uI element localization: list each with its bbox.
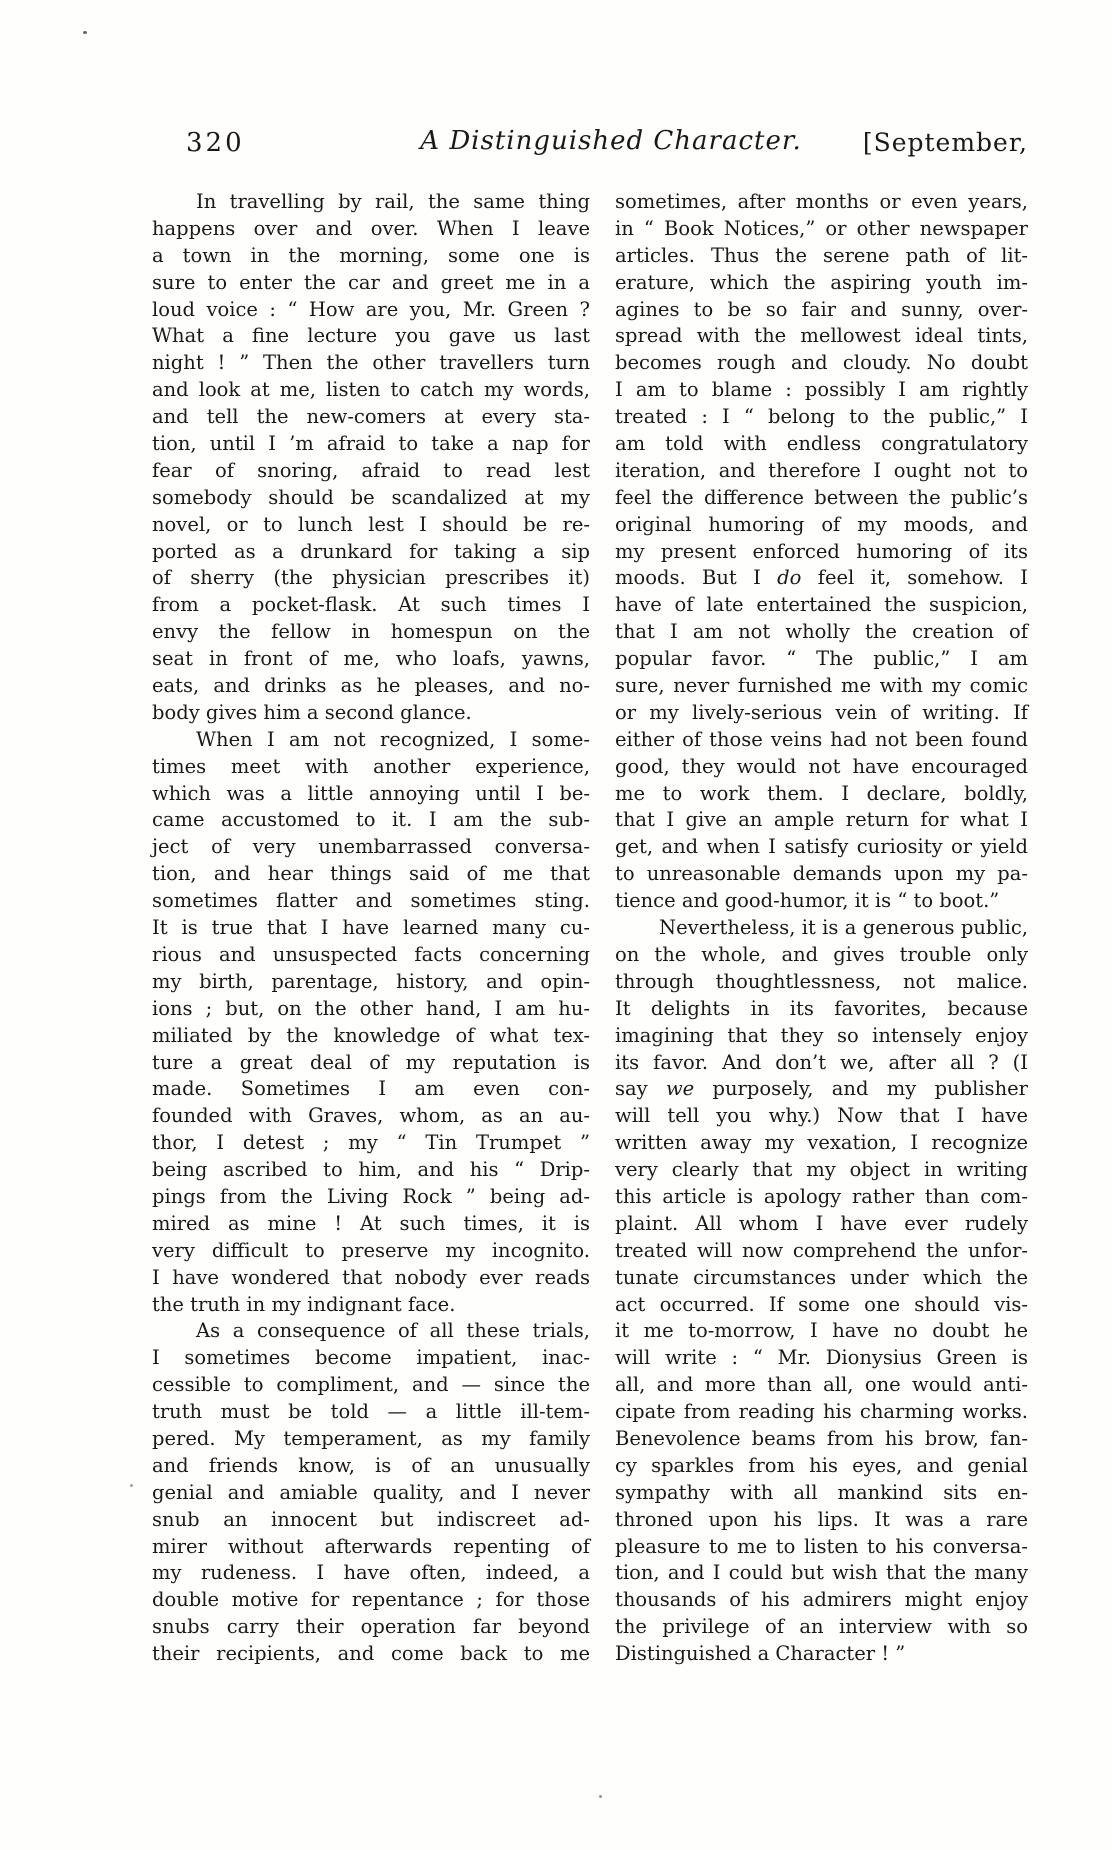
text-line: spread with the mellowest ideal tints, bbox=[615, 324, 1028, 348]
text-line: good, they would not have encouraged bbox=[615, 754, 1028, 778]
text-line: erature, which the aspiring youth im- bbox=[615, 270, 1028, 294]
text-line: I have wondered that nobody ever reads bbox=[152, 1265, 590, 1289]
text-line: becomes rough and cloudy. No doubt bbox=[615, 351, 1028, 375]
text-line: written away my vexation, I recognize bbox=[615, 1131, 1028, 1155]
text-line: truth must be told — a little ill-tem- bbox=[152, 1400, 590, 1424]
text-line: tion, and I could but wish that the many bbox=[615, 1561, 1028, 1585]
paragraph bbox=[152, 189, 590, 727]
text-line: either of those veins had not been found bbox=[615, 727, 1028, 751]
text-line: loud voice : “ How are you, Mr. Green ? bbox=[152, 297, 590, 321]
text-line: In travelling by rail, the same thing bbox=[196, 190, 590, 213]
text-line: sure, never furnished me with my comic bbox=[615, 674, 1028, 698]
text-line: say we purposely, and my publisher bbox=[615, 1077, 1028, 1101]
text-line: very clearly that my object in writing bbox=[615, 1158, 1028, 1182]
text-line: tion, until I ’m afraid to take a nap for bbox=[152, 432, 590, 456]
text-line: and look at me, listen to catch my words, bbox=[152, 378, 590, 402]
text-line: will write : “ Mr. Dionysius Green is bbox=[615, 1346, 1028, 1370]
paragraph bbox=[615, 189, 1028, 915]
text-line: am told with endless congratulatory bbox=[615, 432, 1028, 456]
text-line: double motive for repentance ; for those bbox=[152, 1588, 590, 1612]
text-line: sometimes, after months or even years, bbox=[615, 190, 1028, 213]
text-line: What a fine lecture you gave us last bbox=[152, 324, 590, 348]
text-line: in “ Book Notices,” or other newspaper bbox=[615, 216, 1028, 240]
text-line: I am to blame : possibly I am rightly bbox=[615, 378, 1028, 402]
text-line: miliated by the knowledge of what tex- bbox=[152, 1023, 590, 1047]
text-line: mired as mine ! At such times, it is bbox=[152, 1211, 590, 1235]
text-line: throned upon his lips. It was a rare bbox=[615, 1507, 1028, 1531]
text-line: It delights in its favorites, because bbox=[615, 996, 1028, 1020]
text-line: ject of very unembarrassed conversa- bbox=[152, 835, 590, 859]
text-line: pleasure to me to listen to his conversa- bbox=[615, 1534, 1028, 1558]
text-line: sure to enter the car and greet me in a bbox=[152, 270, 590, 294]
text-line: get, and when I satisfy curiosity or yield bbox=[615, 835, 1028, 859]
text-line: through thoughtlessness, not malice. bbox=[615, 969, 1028, 993]
page-number: 320 bbox=[186, 128, 245, 158]
text-line: thor, I detest ; my “ Tin Trumpet ” bbox=[152, 1131, 590, 1155]
text-line: tion, and hear things said of me that bbox=[152, 862, 590, 886]
text-line: very difficult to preserve my incognito. bbox=[152, 1238, 590, 1262]
text-line: imagining that they so intensely enjoy bbox=[615, 1023, 1028, 1047]
text-line: of sherry (the physician prescribes it) bbox=[152, 566, 590, 590]
issue-date-label: [September, bbox=[862, 128, 1028, 157]
text-line: Benevolence beams from his brow, fan- bbox=[615, 1426, 1028, 1450]
text-line: a town in the morning, some one is bbox=[152, 243, 590, 267]
text-line: all, and more than all, one would anti- bbox=[615, 1373, 1028, 1397]
text-line: treated : I “ belong to the public,” I bbox=[615, 405, 1028, 429]
text-line: tunate circumstances under which the bbox=[615, 1265, 1028, 1289]
text-line: ions ; but, on the other hand, I am hu- bbox=[152, 996, 590, 1020]
text-line: its favor. And don’t we, after all ? (I bbox=[615, 1050, 1028, 1074]
text-line: ported as a drunkard for taking a sip bbox=[152, 539, 590, 563]
text-line: my present enforced humoring of its bbox=[615, 539, 1028, 563]
text-line: happens over and over. When I leave bbox=[152, 216, 590, 240]
text-line: envy the fellow in homespun on the bbox=[152, 620, 590, 644]
text-line: their recipients, and come back to me bbox=[152, 1642, 590, 1666]
text-line: articles. Thus the serene path of lit- bbox=[615, 243, 1028, 267]
scan-speck bbox=[83, 31, 87, 34]
text-line: sometimes flatter and sometimes sting. bbox=[152, 889, 590, 913]
text-line: original humoring of my moods, and bbox=[615, 512, 1028, 536]
text-line: cy sparkles from his eyes, and genial bbox=[615, 1453, 1028, 1477]
text-line: times meet with another experience, bbox=[152, 754, 590, 778]
text-line: and tell the new-comers at every sta- bbox=[152, 405, 590, 429]
text-line: that I give an ample return for what I bbox=[615, 808, 1028, 832]
text-line: When I am not recognized, I some- bbox=[196, 727, 590, 751]
text-line: have of late entertained the suspicion, bbox=[615, 593, 1028, 617]
text-line: moods. But I do feel it, somehow. I bbox=[615, 566, 1028, 590]
text-line: tience and good-humor, it is “ to boot.” bbox=[615, 889, 1000, 913]
text-line: mirer without afterwards repenting of bbox=[152, 1534, 590, 1558]
right-text-column bbox=[615, 189, 1028, 1668]
text-line: genial and amiable quality, and I never bbox=[152, 1480, 590, 1504]
text-line: or my lively-serious vein of writing. If bbox=[615, 700, 1028, 724]
text-line: iteration, and therefore I ought not to bbox=[615, 458, 1028, 482]
text-line: pings from the Living Rock ” being ad- bbox=[152, 1184, 590, 1208]
text-line: act occurred. If some one should vis- bbox=[615, 1292, 1028, 1316]
text-line: and friends know, is of an unusually bbox=[152, 1453, 590, 1477]
text-line: Distinguished a Character ! ” bbox=[615, 1642, 906, 1666]
text-line: it me to-morrow, I have no doubt he bbox=[615, 1319, 1028, 1343]
text-line: pered. My temperament, as my family bbox=[152, 1426, 590, 1450]
text-line: thousands of his admirers might enjoy bbox=[615, 1588, 1028, 1612]
text-line: It is true that I have learned many cu- bbox=[152, 916, 590, 940]
text-line: will tell you why.) Now that I have bbox=[615, 1104, 1028, 1128]
text-line: somebody should be scandalized at my bbox=[152, 485, 590, 509]
text-line: ture a great deal of my reputation is bbox=[152, 1050, 590, 1074]
text-line: popular favor. “ The public,” I am bbox=[615, 647, 1028, 671]
text-line: fear of snoring, afraid to read lest bbox=[152, 458, 590, 482]
text-line: seat in front of me, who loafs, yawns, bbox=[152, 647, 590, 671]
paragraph bbox=[152, 727, 590, 1319]
text-line: novel, or to lunch lest I should be re- bbox=[152, 512, 590, 536]
text-line: plaint. All whom I have ever rudely bbox=[615, 1211, 1028, 1235]
scan-speck bbox=[130, 1484, 133, 1487]
text-line: my birth, parentage, history, and opin- bbox=[152, 969, 590, 993]
text-line: on the whole, and gives trouble only bbox=[615, 942, 1028, 966]
text-line: As a consequence of all these trials, bbox=[196, 1319, 590, 1343]
text-line: me to work them. I declare, boldly, bbox=[615, 781, 1028, 805]
text-line: the truth in my indignant face. bbox=[152, 1292, 456, 1316]
paragraph bbox=[152, 1318, 590, 1668]
text-line: snub an innocent but indiscreet ad- bbox=[152, 1507, 590, 1531]
text-line: came accustomed to it. I am the sub- bbox=[152, 808, 590, 832]
text-line: cessible to compliment, and — since the bbox=[152, 1373, 590, 1397]
text-line: to unreasonable demands upon my pa- bbox=[615, 862, 1028, 886]
text-line: eats, and drinks as he pleases, and no- bbox=[152, 674, 590, 698]
text-line: my rudeness. I have often, indeed, a bbox=[152, 1561, 590, 1585]
text-line: this article is apology rather than com- bbox=[615, 1184, 1028, 1208]
text-line: from a pocket-flask. At such times I bbox=[152, 593, 590, 617]
paragraph bbox=[615, 915, 1028, 1668]
text-line: founded with Graves, whom, as an au- bbox=[152, 1104, 590, 1128]
text-line: treated will now comprehend the unfor- bbox=[615, 1238, 1028, 1262]
text-line: agines to be so fair and sunny, over- bbox=[615, 297, 1028, 321]
text-line: made. Sometimes I am even con- bbox=[152, 1077, 590, 1101]
text-line: I sometimes become impatient, inac- bbox=[152, 1346, 590, 1370]
text-line: which was a little annoying until I be- bbox=[152, 781, 590, 805]
text-line: feel the difference between the public’s bbox=[615, 485, 1028, 509]
text-line: body gives him a second glance. bbox=[152, 700, 472, 724]
running-title: A Distinguished Character. bbox=[420, 126, 802, 156]
text-line: night ! ” Then the other travellers turn bbox=[152, 351, 590, 375]
text-line: snubs carry their operation far beyond bbox=[152, 1615, 590, 1639]
text-line: sympathy with all mankind sits en- bbox=[615, 1480, 1028, 1504]
text-line: being ascribed to him, and his “ Drip- bbox=[152, 1158, 590, 1182]
scan-speck bbox=[599, 1795, 602, 1798]
text-line: Nevertheless, it is a generous public, bbox=[659, 916, 1028, 940]
left-text-column bbox=[152, 189, 590, 1668]
text-line: that I am not wholly the creation of bbox=[615, 620, 1028, 644]
text-line: the privilege of an interview with so bbox=[615, 1615, 1028, 1639]
text-line: cipate from reading his charming works. bbox=[615, 1400, 1028, 1424]
text-line: rious and unsuspected facts concerning bbox=[152, 942, 590, 966]
